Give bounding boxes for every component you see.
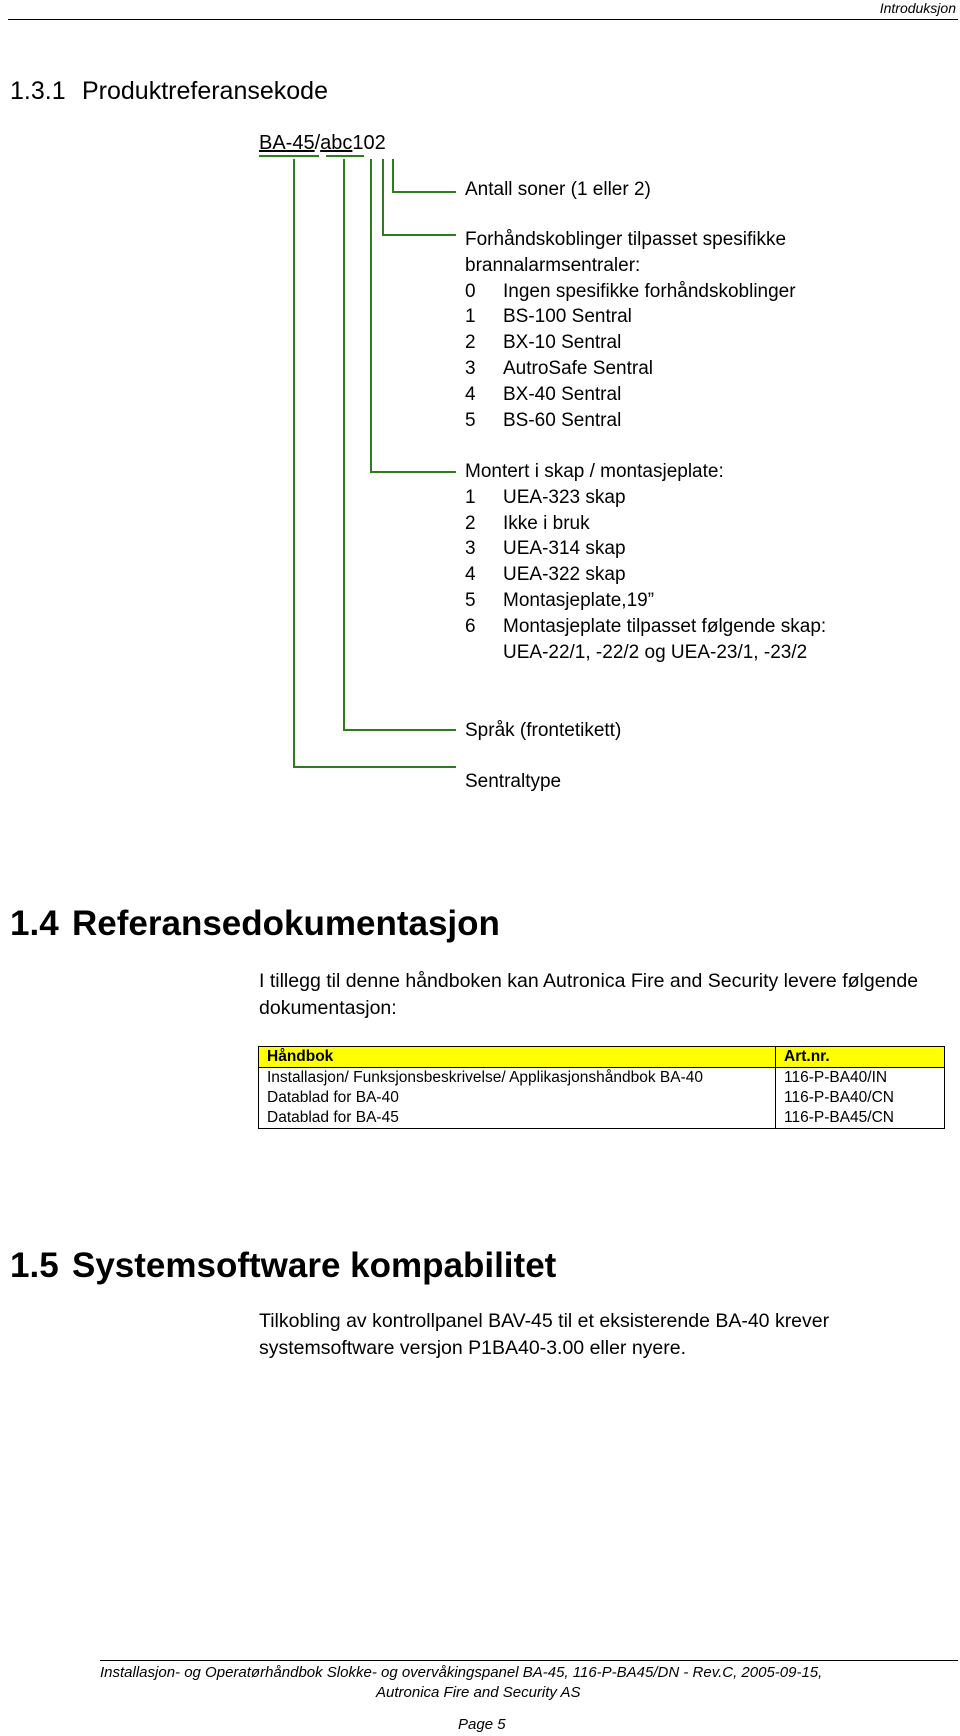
code-separator: /: [314, 132, 321, 154]
list-item: 2 BX-10 Sentral: [465, 332, 622, 354]
section-number: 1.5: [10, 1246, 59, 1285]
list-item: 4 BX-40 Sentral: [465, 383, 622, 405]
section-heading-1-4: [10, 904, 500, 944]
section-number: 1.3.1: [10, 77, 66, 105]
list-item: 0 Ingen spesifikke forhåndskoblinger: [465, 280, 796, 302]
list-item: 1 BS-100 Sentral: [465, 306, 632, 328]
code-tree-line: [370, 159, 372, 473]
running-header: Introduksjon: [879, 0, 956, 16]
preconnection-description: [465, 227, 796, 433]
list-item: UEA-22/1, -22/2 og UEA-23/1, -23/2: [503, 641, 808, 663]
code-part-suffix: 102: [352, 132, 386, 154]
language-text: Språk (frontetikett): [465, 720, 622, 741]
mounting-description: [465, 459, 826, 665]
table-cell: 116-P-BA45/CN: [776, 1108, 945, 1129]
code-tree-line: [259, 155, 319, 157]
preconnection-title: Forhåndskoblinger tilpasset spesifikke: [465, 229, 787, 250]
code-tree-line: [392, 159, 394, 193]
code-tree-line: [382, 159, 384, 236]
list-item: 3 AutroSafe Sentral: [465, 357, 653, 379]
reference-paragraph: I tillegg til denne håndboken kan Autronica Fire and Security levere følgende dokumentasjon:: [259, 970, 919, 1019]
list-item: 2 Ikke i bruk: [465, 512, 590, 534]
table-row: [259, 1108, 945, 1129]
list-item: 5 BS-60 Sentral: [465, 409, 622, 431]
table-row: [259, 1088, 945, 1108]
code-tree-line: [326, 155, 364, 157]
reference-table: [258, 1046, 945, 1129]
code-part-model: BA-45: [259, 132, 315, 154]
code-tree-line: [293, 766, 456, 768]
code-tree-line: [293, 159, 295, 768]
section-title: Systemsoftware kompabilitet: [72, 1246, 557, 1285]
code-tree-line: [343, 159, 345, 731]
list-item: 1 UEA-323 skap: [465, 486, 626, 508]
section-heading-1-3-1: [10, 77, 328, 106]
zones-description: [465, 177, 651, 203]
list-item: 6 Montasjeplate tilpasset følgende skap:: [465, 615, 827, 637]
table-cell: 116-P-BA40/IN: [776, 1068, 945, 1089]
footer-rule: [100, 1660, 958, 1661]
table-cell: Installasjon/ Funksjonsbeskrivelse/ Applikasjonshåndbok BA-40: [259, 1068, 776, 1089]
footer-company: Autronica Fire and Security AS: [376, 1684, 581, 1701]
list-item: 5 Montasjeplate,19”: [465, 589, 655, 611]
footer-document-title: Installasjon- og Operatørhåndbok Slokke- og overvåkingspanel BA-45, 116-P-BA45/DN - Rev.C, 2005-09-15,: [100, 1664, 823, 1681]
central-type-description: [465, 769, 561, 795]
software-paragraph: Tilkobling av kontrollpanel BAV-45 til et eksisterende BA-40 krever systemsoftware versjon P1BA40-3.00 eller nyere.: [259, 1310, 830, 1359]
section-heading-1-5: [10, 1246, 556, 1286]
central-type-text: Sentraltype: [465, 771, 562, 792]
header-rule: [8, 19, 958, 20]
table-header-row: [259, 1047, 945, 1068]
column-header-manual: Håndbok: [259, 1047, 776, 1068]
table-cell: Datablad for BA-45: [259, 1108, 776, 1129]
column-header-article-number: Art.nr.: [776, 1047, 945, 1068]
section-title: Referansedokumentasjon: [72, 904, 500, 943]
preconnection-title-cont: brannalarmsentraler:: [465, 254, 641, 276]
code-tree-line: [343, 729, 456, 731]
zones-text: Antall soner (1 eller 2): [465, 179, 651, 200]
list-item: 3 UEA-314 skap: [465, 538, 626, 560]
code-tree-line: [370, 471, 456, 473]
language-description: [465, 718, 621, 744]
product-code: [259, 132, 386, 155]
code-tree-line: [392, 191, 456, 193]
table-cell: Datablad for BA-40: [259, 1088, 776, 1108]
page-number: Page 5: [458, 1716, 506, 1733]
mounting-title: Montert i skap / montasjeplate:: [465, 461, 724, 482]
section-title: Produktreferansekode: [82, 77, 328, 105]
table-cell: 116-P-BA40/CN: [776, 1088, 945, 1108]
list-item: 4 UEA-322 skap: [465, 564, 626, 586]
code-part-options: abc: [320, 132, 353, 154]
code-tree-line: [382, 234, 456, 236]
section-number: 1.4: [10, 904, 59, 943]
table-row: [259, 1068, 945, 1089]
